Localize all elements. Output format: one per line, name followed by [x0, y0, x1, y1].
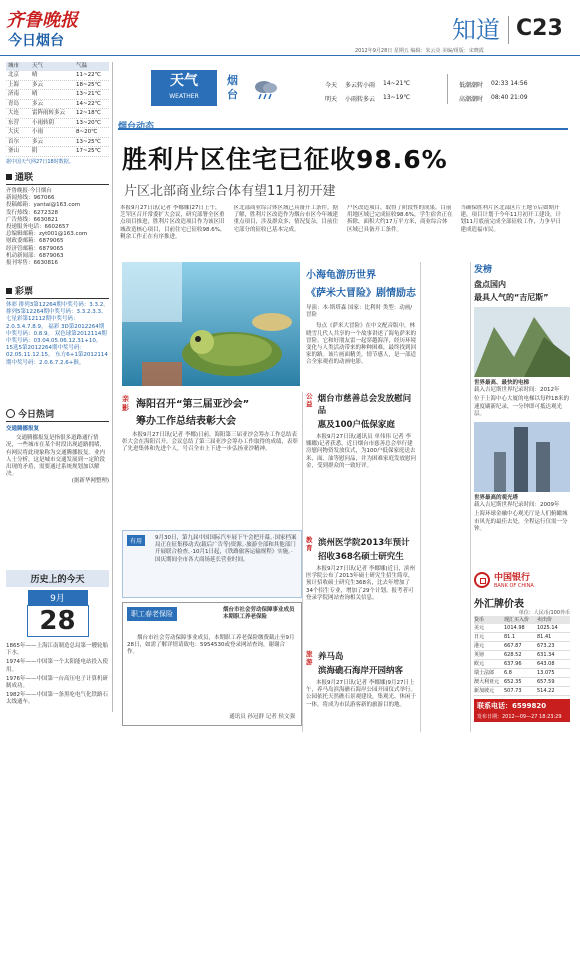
- weather-row: [6, 109, 109, 119]
- education-headline-2: 招收368名硕士研究生: [318, 552, 404, 562]
- weather-cell-city: 大庆: [8, 129, 20, 135]
- record-2-title: 世界最高的观光塔: [474, 495, 519, 502]
- forex-cell: 欧元: [474, 661, 485, 668]
- forex-cell: 673.23: [537, 643, 555, 650]
- masthead: [0, 0, 580, 56]
- insurance-footer: 通讯员 孙冠群 记者 侯文强: [229, 713, 295, 720]
- paper-logo: 齐鲁晚报: [6, 10, 78, 31]
- forex-cell: 日元: [474, 634, 485, 641]
- records-tag: 发榜: [474, 265, 493, 275]
- weather-cell-temp: 14~22℃: [76, 100, 101, 107]
- forex-cell: 英镑: [474, 652, 485, 659]
- cloud-rain-icon: [253, 78, 279, 100]
- record-1-text: 位于上海中心大厦的电梯以每秒18米的速度刷新纪录，一分钟即可抵达观光层。: [474, 396, 569, 417]
- tourism-headline-1: 养马岛: [318, 652, 344, 662]
- history-month: 9月: [28, 590, 88, 605]
- record-2-text: 上海环球金融中心观光厅是人们俯瞰城市风光的最佳去处，全程运行仅需一分钟。: [474, 511, 568, 532]
- column-rule: [420, 262, 421, 732]
- weather-cell-temp: 17~25℃: [76, 148, 101, 154]
- kids-headline-1: 海阳召开“第三届亚沙会”: [136, 399, 250, 410]
- notice-box: [122, 530, 302, 598]
- weather-row: [6, 100, 109, 110]
- record-1-title: 世界最高、最快的电梯: [474, 380, 530, 386]
- weather-note: 据中国天气网27日18时数据。: [6, 158, 74, 165]
- contact-line: 齐鲁晚报·今日烟台: [6, 188, 52, 194]
- notice-tag: 有用: [127, 535, 145, 546]
- forex-cell: 新加坡元: [474, 688, 495, 695]
- lottery-heading: 彩票: [6, 284, 109, 299]
- tourism-tag: 旅游: [306, 650, 313, 666]
- record-1-sub: 载入吉尼斯世界纪录时间：2012年: [474, 387, 560, 394]
- insurance-text: 烟台市社会劳动保障事业成员，本期职工养老保险缴费截止至9月28日，如需了解详情请致电：5954530或登录网站查询，谢谢合作。: [127, 635, 295, 656]
- movie-title: 小海龟游历世界: [306, 270, 376, 281]
- notice-text: 9月30日，第九届中国国际汽车展下午会把开幕。·国家档案局正在征集移动式(载后广告等)资源。·旅游全部和其他部门开展联合检查。·10月1日起，《铁路旅客运输规程》实施。·国庆期间全市各大商场延长营业时间。: [155, 535, 297, 563]
- col-weather: 天气: [32, 63, 44, 69]
- weather-cell-temp: 12~18℃: [76, 110, 101, 116]
- forex-hotline-bar: 联系电话：6599820: [474, 699, 570, 713]
- news-bar: [118, 114, 568, 130]
- tourism-article: [306, 650, 416, 709]
- left-column: [6, 62, 109, 922]
- forex-cell: 667.87: [504, 643, 522, 650]
- weather-cell-city: 上海: [8, 81, 20, 88]
- forex-table-body: [474, 624, 570, 696]
- contact-line: 广告热线：6630821: [6, 216, 58, 223]
- kids-text: 本报9月27日讯(记者 李娜)日前，海阳第三届亚沙会筹办工作总结表彰大会在海阳召开。会议总结了第三届亚沙会筹办工作取得的成绩，表彰了先进集体和先进个人，号召全市上下进一步弘扬亚沙精神。: [122, 432, 299, 453]
- forex-cell: 6.8: [504, 670, 512, 677]
- weather-cell-weather: 小雨: [32, 129, 44, 135]
- forex-row: [474, 678, 570, 687]
- weather-cell-weather: 多云: [32, 100, 44, 107]
- forex-row: [474, 660, 570, 669]
- page-meta: 2012年9月28日 星期五 编辑：朱云亮 美编/组版：宋晓霞: [355, 48, 484, 54]
- forex-cell: 美元: [474, 625, 485, 632]
- history-box: [6, 570, 109, 709]
- lead-headline: 胜利片区住宅已征收98.6%: [122, 145, 448, 174]
- history-day: 28: [27, 605, 89, 637]
- forex-cell: 瑞士法郎: [474, 670, 495, 677]
- insurance-tag: 职工春老保险: [127, 607, 177, 621]
- education-headline-1: 滨州医学院2013年预计: [318, 538, 410, 548]
- forex-cell: 澳大利亚元: [474, 679, 500, 686]
- lead-col-3: 户区改造项目，取得了阶段性的成果。目前用地区域已完成征收98.6%，学生宿舍正在拆除，面积大约17万平方米，商业综合体区域已具备开工条件。: [347, 205, 453, 233]
- weather-cell-weather: 多云: [32, 138, 44, 145]
- contact-line: 投递服务电话：6602657: [6, 224, 69, 231]
- forex-cell: 507.73: [504, 688, 522, 695]
- history-event: 1976年——中国第一台高压电子计算机研制成功。: [6, 675, 108, 690]
- mountain-photo: [474, 307, 570, 377]
- charity-headline-1: 烟台市慈善总会发放慰问品: [317, 394, 412, 416]
- weather-cell-temp: 11~22℃: [76, 72, 101, 78]
- weather-cell-city: 青岛: [8, 100, 20, 107]
- forex-cell: 81.41: [537, 634, 552, 641]
- weather-row: [6, 81, 109, 91]
- weather-tomorrow: 明天 小雨转多云 13~19℃: [325, 94, 411, 103]
- weather-cell-city: 首尔: [8, 138, 20, 145]
- forex-cell: 628.52: [504, 652, 522, 659]
- weather-cell-temp: 8~20℃: [76, 129, 98, 135]
- forex-table-header: 货币 现汇买入价 卖出价: [474, 616, 570, 624]
- movie-subtitle: 《萨米大冒险》剧情励志: [306, 288, 416, 299]
- news-bar-tag: 烟台动态: [118, 122, 155, 132]
- lead-body: [120, 205, 566, 255]
- forex-cell: 港元: [474, 643, 485, 650]
- forex-row: [474, 642, 570, 651]
- weather-cell-city: 济南: [8, 91, 20, 97]
- insurance-box: [122, 602, 302, 726]
- page-number: C23: [516, 16, 563, 41]
- forex-row: [474, 651, 570, 660]
- history-event: 1982年——中国第一条黑吃电气化铁路石太线通车。: [6, 692, 108, 706]
- lead-subhead: 片区北部商业综合体有望11月初开建: [124, 184, 336, 199]
- forex-row: [474, 669, 570, 678]
- contact-line: 投稿邮箱：yantai@163.com: [6, 202, 81, 209]
- weather-cell-weather: 小雨转阴: [32, 119, 55, 126]
- insurance-heading: 烟台市社会劳动保障事业成员本期职工养老保险: [223, 607, 295, 621]
- records-title-2: 最具人气的“吉尼斯”: [474, 293, 549, 302]
- weather-row: [6, 119, 109, 129]
- movie-still: [122, 262, 300, 386]
- weather-row: [6, 128, 109, 138]
- weather-row: [6, 147, 109, 157]
- forex-cell: 631.34: [537, 652, 555, 659]
- contact-line: 机动新闻部：6879063: [6, 252, 64, 259]
- education-tag: 教育: [306, 536, 313, 552]
- forex-cell: 514.22: [537, 688, 555, 695]
- history-events: [6, 643, 109, 707]
- column-rule: [302, 392, 303, 732]
- tower-photo: [474, 422, 570, 492]
- weather-cell-weather: 雷阵雨转多云: [32, 110, 66, 116]
- speech-bubble-icon: [6, 409, 15, 418]
- section-divider: [508, 16, 509, 44]
- contact-line: 财政委邮箱：6879065: [6, 238, 64, 245]
- forex-cell: 13.075: [537, 670, 555, 677]
- column-rule: [470, 262, 471, 732]
- tourism-headline-2: 滨海礁石海岸开园纳客: [318, 666, 404, 676]
- forex-cell: 643.08: [537, 661, 555, 668]
- forex-cell: 657.59: [537, 679, 555, 686]
- forex-row: [474, 633, 570, 642]
- weather-cell-weather: 多云: [32, 81, 44, 88]
- masthead-rule: [0, 55, 580, 56]
- kids-headline-2: 筹办工作总结表彰大会: [136, 416, 236, 427]
- charity-headline-2: 惠及100户低保家庭: [317, 420, 395, 430]
- movie-info: 导演：本·斯塔森 国家：比利时 类型：动画/冒险: [306, 305, 413, 319]
- weather-row: [6, 90, 109, 100]
- weather-divider: [447, 74, 448, 104]
- education-text: 本报9月27日讯(记者 李娜娜)近日，滨州医学院公布了2013年硕士研究生招生简章，预计招收硕士研究生368名，比去年增加了34个招生专业，增加了29个计划。报考者可登录学院网站查询相关信息。: [306, 566, 416, 601]
- contact-line: 发行热线：6272328: [6, 209, 58, 216]
- weather-cell-city: 釜山: [8, 148, 20, 154]
- weather-cell-temp: 13~20℃: [76, 119, 101, 126]
- forex-cell: 1025.14: [537, 625, 558, 632]
- square-bullet-icon: [6, 288, 12, 294]
- record-2-sub: 载入吉尼斯世界纪录时间：2009年: [474, 502, 560, 509]
- bank-name-en: BANK OF CHINA: [494, 583, 534, 589]
- contact-box: [6, 170, 109, 267]
- weather-cell-weather: 晴: [32, 72, 38, 78]
- weather-cell-temp: 13~21℃: [76, 91, 101, 97]
- records-sidebar: [474, 262, 570, 533]
- lead-col-4: 当确保胜利片区北部区片土地节后如期开建，项目计划于今年11月初开工建设，计划11月底前完成全部征收工作，力争早日建成造福市民。: [460, 205, 561, 233]
- weather-row: [6, 138, 109, 148]
- city-weather-table: [6, 62, 109, 165]
- contact-lines: [6, 188, 109, 267]
- tide-low: 低潮潮时 02:33 14:56: [459, 80, 528, 89]
- forex-date: 发布日期：2012—09—27 18:23:29: [474, 713, 570, 721]
- weather-cell-temp: 18~25℃: [76, 81, 101, 88]
- movie-article: [306, 266, 416, 367]
- contact-heading: 通联: [6, 170, 109, 185]
- forex-cell: 637.96: [504, 661, 522, 668]
- tourism-text: 本报9月27日讯(记者 李娜娜)9月27日上午，养马岛滨海礁石海岸公园开园仪式举行。公园依托天然礁石景观建设，集观光、休闲于一体，将成为市民游客新的旅游目的地。: [306, 680, 417, 708]
- weather-cell-temp: 13~25℃: [76, 138, 101, 145]
- hot-word-term: 交通腾挪报复: [6, 426, 40, 432]
- weather-cell-city: 北京: [8, 72, 20, 78]
- col-city: 城市: [8, 63, 20, 69]
- history-event: 1974年——中国第一个太阳能电站投入使用。: [6, 659, 108, 673]
- charity-article: [306, 392, 416, 470]
- weather-today: 今天 多云转小雨 14~21℃: [325, 80, 411, 89]
- records-title-1: 盘点国内: [474, 280, 506, 289]
- contact-line: 报刊零售：6630816: [6, 260, 58, 267]
- col-temp: 气温: [76, 63, 88, 69]
- weather-cell-city: 东营: [8, 119, 20, 126]
- lead-col-1: 本报9月27日讯(记者 李娜娜)27日上午，芝罘区召开常委扩大会议，研究部署全区重点项目推进，胜利片区改造项目作为该区旧城改造核心项目，目前住宅已征收98.6%，剩余工作正在有序推进。: [120, 205, 226, 240]
- movie-text: 每点《萨米大冒险》在中文配音版中，林晓雪几代人共享的一个故事讲述了海龟萨米的冒险。它和好朋友雷一起穿越海洋，经历环境变化与人类活动带来的种种困难，最终找到回家的路。该片画面精美，情节感人，是一部适合全家观看的动画电影。: [306, 323, 417, 366]
- forex-hotline: 6599820: [512, 702, 547, 711]
- weather-table-body: [6, 71, 109, 157]
- weather-cell-city: 大连: [8, 110, 20, 116]
- forex-row: [474, 687, 570, 696]
- left-column-rule: [112, 62, 113, 712]
- kids-article: [122, 395, 300, 454]
- contact-line: 新闻热线：967066: [6, 195, 55, 202]
- hot-word-box: [6, 407, 109, 486]
- edition-title: 今日烟台: [8, 33, 64, 49]
- hot-word-heading: 今日热词: [6, 407, 109, 422]
- history-event: 1865年——上海江南制造总局第一艘轮船下水。: [6, 643, 108, 657]
- contact-line: 经济管邮箱：6879065: [6, 245, 64, 252]
- weather-cell-weather: 晴: [32, 91, 38, 97]
- contact-line: 总编辑邮箱：zyt001@163.com: [6, 231, 88, 238]
- charity-text: 本报9月27日讯(通讯员 单伟伟 记者 李娜娜)记者获悉，近日烟台市慈善总会举行建房慰问物资发放仪式，为100户低保家庭送去米、面、油等慰问品，并为困难家庭发放慰问金，受到群众的一致好评。: [306, 434, 417, 469]
- forex-title: 外汇牌价表: [474, 599, 524, 610]
- forex-box: [474, 570, 570, 730]
- charity-tag: 公益: [306, 392, 313, 408]
- weather-city: 烟台: [227, 74, 238, 101]
- tide-high: 高潮潮时 08:40 21:09: [459, 94, 528, 103]
- weather-table-header: [6, 62, 109, 71]
- forex-row: [474, 624, 570, 633]
- hot-word-source: (据新华网整理): [71, 478, 109, 485]
- lottery-box: [6, 284, 109, 367]
- history-heading: 历史上的今天: [6, 570, 109, 587]
- weather-cell-weather: 阴: [32, 148, 38, 154]
- hot-word-text: 交通腾挪报复是指很多道路通行情况，一些城市在某个时段出现道路拥堵，有网民将此现象称为交通腾挪报复。业内人士分析，这是城市交通发展到一定阶段出现的矛盾，需要通过系统规划加以解决。: [6, 435, 106, 478]
- square-bullet-icon: [6, 174, 12, 180]
- section-name: 知道: [452, 16, 500, 44]
- weather-badge: 天气 WEATHER: [151, 70, 217, 106]
- bank-of-china-logo-icon: [474, 572, 490, 588]
- kids-tag: 亲影: [122, 395, 129, 412]
- weather-strip: [151, 68, 564, 112]
- forex-cell: 1014.98: [504, 625, 525, 632]
- forex-cell: 81.1: [504, 634, 516, 641]
- bank-name: 中国银行: [494, 573, 531, 583]
- forex-cell: 652.35: [504, 679, 522, 686]
- lottery-text: 体彩 排列3第12264期中奖号码：3.3.2。排列5第12264期中奖号码：3.3.2.3.3。 七星彩第12112期中奖号码：2.0.3.4.7.8.9。 福彩 3D第2012264期中奖号码：0.8.9。 双色球第2012114期中奖号码：03.04.05.06.12.31+10。 15选5第2012264期中奖号码：02.05.11.12.15。 东方6+1第2012114期中奖号码：2.0.6.7.2.6+猴。: [6, 302, 109, 366]
- forex-unit: 单位：人民币/100外币: [518, 610, 570, 616]
- education-article: [306, 536, 416, 602]
- weather-row: [6, 71, 109, 81]
- lead-col-2: 区北部商业综合体区域已具备开工条件。据了解，胜利片区改造作为烟台市区今年城建重点项目，涉及群众多、情况复杂，目前住宅部分的征收已基本完成。: [233, 205, 339, 233]
